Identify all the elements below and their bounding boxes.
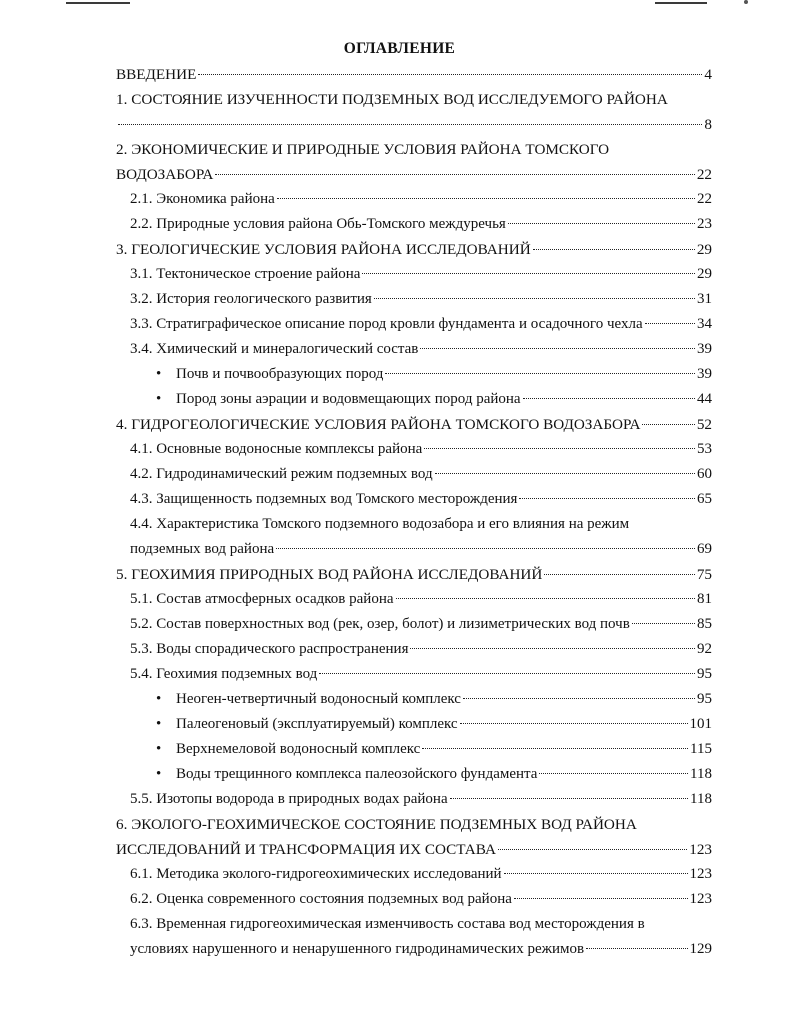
toc-entry-row [130,437,712,462]
toc-entry-title: Пород зоны аэрации и водовмещающих пород района [176,391,521,407]
toc-entry[interactable] [116,762,712,787]
toc-entry-row [130,462,712,487]
toc-entry-row [156,712,712,737]
toc-entry-title: 4.2. Гидродинамический режим подземных вод [130,466,433,482]
dot-leader [277,198,695,199]
scan-artifact-left [66,2,130,4]
toc-entry-row [156,737,712,762]
bullet-icon: • [156,716,162,732]
toc-entry-row [130,262,712,287]
dot-leader [523,398,695,399]
scan-artifact-right [655,2,707,4]
toc-entry-row [130,212,712,237]
dot-leader [498,849,687,850]
toc-entry-page-number: 129 [689,941,712,957]
toc-entry-row [130,487,712,512]
scan-artifact-dot [744,0,748,4]
toc-entry-row [130,587,712,612]
toc-entry-row [130,662,712,687]
dot-leader [539,773,688,774]
toc-entry-title: 6.1. Методика эколого-гидрогеохимических исследований [130,866,502,882]
toc-entry-row [130,637,712,662]
bullet-icon: • [156,391,162,407]
toc-entry-title: ВВЕДЕНИЕ [116,66,197,83]
dot-leader [420,348,695,349]
toc-entry[interactable] [116,812,712,862]
toc-entry-row [130,862,712,887]
toc-entry[interactable] [116,737,712,762]
toc-entry-title: Верхнемеловой водоносный комплекс [176,741,421,757]
toc-entry-page-number: 22 [696,166,712,183]
dot-leader [435,473,695,474]
toc-entry-page-number: 53 [697,441,712,457]
dot-leader [504,873,688,874]
toc-entry-page-number: 65 [697,491,712,507]
toc-entry-title: 5.5. Изотопы водорода в природных водах района [130,791,448,807]
toc-entry[interactable] [116,387,712,412]
toc-entry-page-number: 23 [697,216,712,232]
toc-entry-page-number: 29 [696,241,712,258]
toc-entry-page-number: 8 [704,116,712,133]
dot-leader [319,673,695,674]
toc-entry-row [116,412,712,437]
toc-entry-title: 5.1. Состав атмосферных осадков района [130,591,394,607]
toc-entry-title: Палеогеновый (эксплуатируемый) комплекс [176,716,458,732]
toc-entry[interactable] [116,87,712,137]
toc-entry-title: 6.2. Оценка современного состояния подземных вод района [130,891,512,907]
dot-leader [422,748,688,749]
toc-entry-row [130,937,712,962]
dot-leader [544,574,694,575]
toc-entry[interactable] [116,337,712,362]
toc-entry-page-number: 29 [697,266,712,282]
toc-entry-page-number: 81 [697,591,712,607]
bullet-icon: • [156,766,162,782]
toc-entry[interactable] [116,512,712,562]
toc-entry-title-line1: 1. СОСТОЯНИЕ ИЗУЧЕННОСТИ ПОДЗЕМНЫХ ВОД ИССЛЕДУЕМОГО РАЙОНА [116,91,668,108]
table-of-contents [116,62,712,962]
toc-entry[interactable] [116,587,712,612]
toc-entry-title: Неоген-четвертичный водоносный комплекс [176,691,461,707]
toc-entry-title: 5.4. Геохимия подземных вод [130,666,318,682]
dot-leader [586,948,687,949]
toc-entry[interactable] [116,887,712,912]
dot-leader [533,249,695,250]
toc-entry-row [130,887,712,912]
toc-entry[interactable] [116,212,712,237]
dot-leader [642,424,694,425]
toc-entry[interactable] [116,137,712,187]
toc-entry[interactable] [116,612,712,637]
toc-entry-page-number: 92 [697,641,712,657]
toc-entry-title: условиях нарушенного и ненарушенного гидродинамических режимов [130,941,585,957]
toc-entry-row [156,762,712,787]
toc-entry-page-number: 95 [697,691,712,707]
toc-entry-row [156,687,712,712]
toc-entry-page-number: 123 [689,891,712,907]
toc-entry-row [156,387,712,412]
toc-entry-title: 5.3. Воды спорадического распространения [130,641,409,657]
dot-leader [519,498,695,499]
toc-entry-title: 4.1. Основные водоносные комплексы района [130,441,423,457]
toc-entry-page-number: 69 [697,541,712,557]
toc-entry-title: подземных вод района [130,541,275,557]
toc-entry-page-number: 123 [689,866,712,882]
toc-entry-row [156,362,712,387]
toc-entry-page-number: 39 [697,341,712,357]
dot-leader [215,174,695,175]
toc-entry-title: Почв и почвообразующих пород [176,366,384,382]
toc-entry-page-number: 118 [690,766,712,782]
dot-leader [450,798,688,799]
toc-entry-page-number: 31 [697,291,712,307]
toc-entry-page-number: 22 [697,191,712,207]
toc-entry-row [130,787,712,812]
toc-entry[interactable] [116,687,712,712]
toc-entry[interactable] [116,437,712,462]
toc-entry-page-number: 60 [697,466,712,482]
toc-entry-page-number: 118 [690,791,712,807]
toc-entry-page-number: 39 [697,366,712,382]
toc-entry-title: 3.4. Химический и минералогический состав [130,341,419,357]
toc-entry[interactable] [116,912,712,962]
toc-entry-page-number: 101 [689,716,712,732]
toc-entry-page-number: 123 [689,841,712,858]
toc-entry-row [130,287,712,312]
toc-entry-row [116,112,712,137]
toc-entry-page-number: 52 [696,416,712,433]
toc-entry-row [130,187,712,212]
toc-entry[interactable] [116,62,712,87]
toc-entry-row [116,562,712,587]
dot-leader [385,373,695,374]
toc-entry-page-number: 75 [696,566,712,583]
bullet-icon: • [156,741,162,757]
toc-entry-title-line1: 6.3. Временная гидрогеохимическая изменчивость состава вод месторождения в [130,916,645,932]
toc-entry[interactable] [116,262,712,287]
toc-entry-row [130,537,712,562]
toc-entry-row [116,837,712,862]
dot-leader [410,648,695,649]
toc-entry-row [116,62,712,87]
toc-entry[interactable] [116,412,712,437]
toc-entry[interactable] [116,787,712,812]
toc-entry[interactable] [116,562,712,587]
toc-entry-row [116,237,712,262]
toc-entry-row [130,312,712,337]
dot-leader [396,598,695,599]
toc-entry-page-number: 85 [697,616,712,632]
toc-entry-title: 4. ГИДРОГЕОЛОГИЧЕСКИЕ УСЛОВИЯ РАЙОНА ТОМСКОГО ВОДОЗАБОРА [116,416,641,433]
toc-entry-title: 3.2. История геологического развития [130,291,372,307]
toc-entry[interactable] [116,312,712,337]
dot-leader [508,223,695,224]
toc-entry[interactable] [116,237,712,262]
toc-entry-page-number: 34 [697,316,712,332]
toc-entry[interactable] [116,637,712,662]
dot-leader [514,898,688,899]
toc-entry[interactable] [116,187,712,212]
dot-leader [362,273,695,274]
toc-entry-title: 5.2. Состав поверхностных вод (рек, озер, болот) и лизиметрических вод почв [130,616,630,632]
dot-leader [198,74,702,75]
toc-entry[interactable] [116,362,712,387]
dot-leader [374,298,695,299]
toc-entry-page-number: 95 [697,666,712,682]
toc-entry-title: 3.3. Стратиграфическое описание пород кровли фундамента и осадочного чехла [130,316,643,332]
toc-entry-title: ИССЛЕДОВАНИЙ И ТРАНСФОРМАЦИЯ ИХ СОСТАВА [116,841,496,858]
dot-leader [276,548,695,549]
toc-entry-row [130,612,712,637]
toc-entry-title: 4.3. Защищенность подземных вод Томского месторождения [130,491,518,507]
toc-entry-title-line1: 4.4. Характеристика Томского подземного водозабора и его влияния на режим [130,516,630,532]
dot-leader [460,723,688,724]
dot-leader [424,448,695,449]
toc-entry[interactable] [116,712,712,737]
toc-entry[interactable] [116,862,712,887]
toc-entry-row [116,162,712,187]
toc-entry-title: Воды трещинного комплекса палеозойского фундамента [176,766,538,782]
toc-entry-row [130,337,712,362]
bullet-icon: • [156,691,162,707]
dot-leader [645,323,695,324]
toc-entry[interactable] [116,287,712,312]
toc-entry-title-line1: 2. ЭКОНОМИЧЕСКИЕ И ПРИРОДНЫЕ УСЛОВИЯ РАЙОНА ТОМСКОГО [116,141,610,158]
toc-entry[interactable] [116,662,712,687]
toc-entry-title: 2.2. Природные условия района Обь-Томского междуречья [130,216,506,232]
toc-entry-title: ВОДОЗАБОРА [116,166,214,183]
toc-entry-title-line1: 6. ЭКОЛОГО-ГЕОХИМИЧЕСКОЕ СОСТОЯНИЕ ПОДЗЕМНЫХ ВОД РАЙОНА [116,816,637,833]
toc-entry[interactable] [116,462,712,487]
dot-leader [463,698,695,699]
toc-entry-title: 3.1. Тектоническое строение района [130,266,361,282]
toc-entry-page-number: 115 [690,741,712,757]
page-title: ОГЛАВЛЕНИЕ [343,40,456,57]
toc-entry-page-number: 4 [704,66,712,83]
toc-entry-title: 3. ГЕОЛОГИЧЕСКИЕ УСЛОВИЯ РАЙОНА ИССЛЕДОВАНИЙ [116,241,531,258]
dot-leader [632,623,695,624]
bullet-icon: • [156,366,162,382]
toc-entry-title: 2.1. Экономика района [130,191,275,207]
toc-entry-page-number: 44 [697,391,712,407]
dot-leader [118,124,702,125]
toc-entry-title: 5. ГЕОХИМИЯ ПРИРОДНЫХ ВОД РАЙОНА ИССЛЕДОВАНИЙ [116,566,543,583]
toc-entry[interactable] [116,487,712,512]
